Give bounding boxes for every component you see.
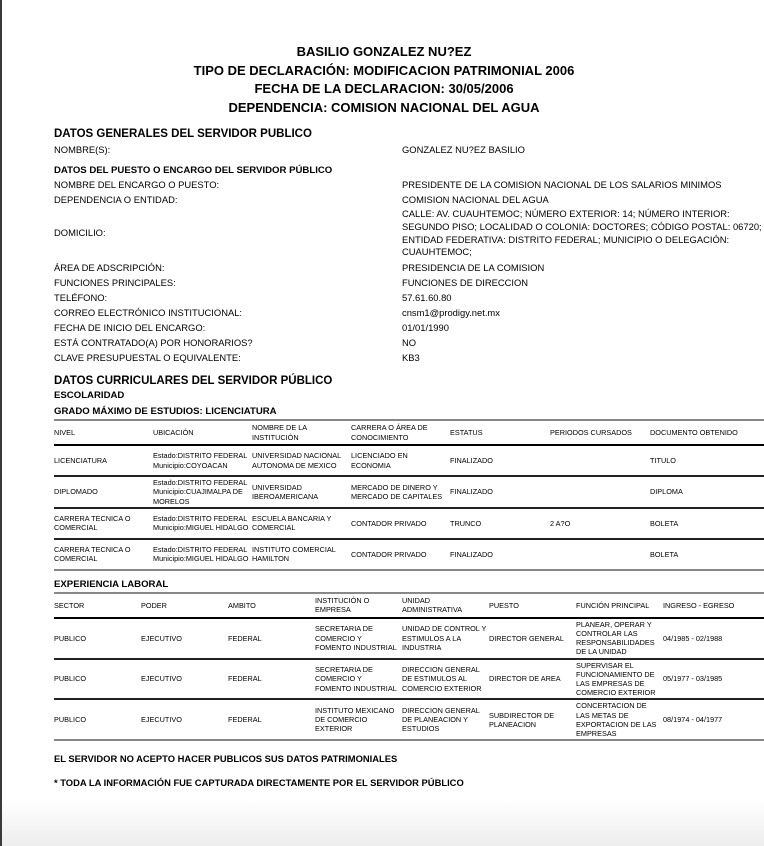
table-cell: SUBDIRECTOR DE PLANEACION [489,710,555,729]
table-row [54,659,764,700]
field-value: NO [402,337,417,349]
field-domicilio [54,207,764,260]
field-label: DOMICILIO: [54,227,106,239]
field-label: NOMBRE(S): [54,144,111,155]
table-row [54,618,764,659]
table-cell: 05/1977 - 03/1985 [663,674,723,684]
table-cell [550,445,650,476]
table-cell: Estado:DISTRITO FEDERAL Municipio:CUAJIMALPA DE MORELOS [153,478,248,506]
table-cell: SECRETARIA DE COMERCIO Y FOMENTO INDUSTRIAL [315,624,397,652]
table-cell: INSTITUTO COMERCIAL HAMILTON [252,545,336,564]
field-value: 57.61.60.80 [402,292,452,304]
table-cell: INSTITUTO MEXICANO DE COMERCIO EXTERIOR [315,706,395,734]
table-cell: FEDERAL [228,674,262,684]
table-cell: DIPLOMA [650,487,683,497]
table-cell: CARRERA TECNICA O COMERCIAL [54,514,131,533]
section-title-experiencia: EXPERIENCIA LABORAL [54,578,169,590]
grado-maximo: GRADO MÁXIMO DE ESTUDIOS: LICENCIATURA [54,406,277,418]
table-cell: CONCERTACION DE LAS METAS DE EXPORTACION DE LAS EMPRESAS [576,701,657,739]
field-area [54,260,764,275]
table-cell: EJECUTIVO [141,715,182,725]
table-cell: Estado:DISTRITO FEDERAL Municipio:MIGUEL HIDALGO [153,545,249,564]
declaration-header [2,43,764,117]
column-header: INGRESO - EGRESO [663,600,735,610]
table-cell: EJECUTIVO [141,674,182,684]
table-cell: PUBLICO [54,633,87,643]
field-value: COMISION NACIONAL DEL AGUA [402,194,549,205]
table-cell: DIRECTOR GENERAL [489,633,564,643]
experiencia-table [54,592,764,741]
table-cell: FINALIZADO [450,456,493,466]
table-cell: FINALIZADO [450,549,493,559]
table-cell: TRUNCO [450,518,482,528]
field-value: FUNCIONES DE DIRECCION [402,277,529,289]
table-row [54,445,764,476]
field-label: CLAVE PRESUPUESTAL O EQUIVALENTE: [54,352,241,364]
field-funciones [54,275,764,290]
field-value: KB3 [402,352,420,364]
table-row [54,699,764,740]
table-cell [550,476,650,508]
table-cell: FEDERAL [228,633,262,643]
column-header: NOMBRE DE LA INSTITUCIÓN [252,423,307,442]
table-header-row [54,593,764,618]
table-cell: CONTADOR PRIVADO [351,518,427,528]
table-cell: FEDERAL [228,715,262,725]
table-header-row [54,420,764,445]
table-cell: PLANEAR, OPERAR Y CONTROLAR LAS RESPONSABILIDADES DE LA UNIDAD [576,619,655,657]
table-cell: SUPERVISAR EL FUNCIONAMIENTO DE LAS EMPRESAS DE COMERCIO EXTERIOR [576,660,656,698]
column-header: PERIODOS CURSADOS [550,428,632,438]
column-header: PUESTO [489,600,519,610]
table-cell: CARRERA TECNICA O COMERCIAL [54,545,131,564]
table-cell: LICENCIADO EN ECONOMIA [351,451,408,470]
declarant-name: BASILIO GONZALEZ NU?EZ [296,44,472,59]
field-label: FUNCIONES PRINCIPALES: [54,277,176,289]
section-title-curriculares: DATOS CURRICULARES DEL SERVIDOR PÚBLICO [54,375,333,388]
field-value: 01/01/1990 [402,322,449,334]
field-fecha-inicio [54,320,764,335]
field-label: DEPENDENCIA O ENTIDAD: [54,194,178,205]
column-header: ESTATUS [450,428,483,438]
table-cell: ESCUELA BANCARIA Y COMERCIAL [252,514,332,533]
declaration-date: FECHA DE LA DECLARACION: 30/05/2006 [254,81,514,96]
table-cell: DIRECCION GENERAL DE PLANEACION Y ESTUDIOS [402,706,480,734]
declaration-agency: DEPENDENCIA: COMISION NACIONAL DEL AGUA [228,99,540,115]
field-value: PRESIDENTE DE LA COMISION NACIONAL DE LOS SALARIOS MINIMOS [402,179,722,190]
column-header: PODER [141,600,167,610]
field-correo [54,305,764,320]
table-cell: BOLETA [650,549,679,559]
field-value: CALLE: AV. CUAUHTEMOC; NÚMERO EXTERIOR: 14; NÚMERO INTERIOR: SEGUNDO PISO; LOCALIDAD O COLONIA: DOCTORES; CÓDIGO POSTAL: 06720; ENTIDAD FEDERATIVA: DISTRITO FEDERAL; MUNICIPIO O DELEGACIÓN: CUAUHTEMOC; [402,208,762,258]
column-header: UNIDAD ADMINISTRATIVA [402,596,463,615]
table-cell: PUBLICO [54,715,87,725]
table-cell: 2 A?O [550,518,571,528]
field-label: NOMBRE DEL ENCARGO O PUESTO: [54,179,220,190]
declaration-type: TIPO DE DECLARACIÓN: MODIFICACION PATRIMONIAL 2006 [193,62,575,78]
table-cell: UNIVERSIDAD IBEROAMERICANA [252,482,319,501]
patrimonial-notice: EL SERVIDOR NO ACEPTO HACER PUBLICOS SUS DATOS PATRIMONIALES [54,753,398,765]
column-header: NIVEL [54,428,76,438]
table-row [54,476,764,508]
table-cell [550,539,650,570]
field-label: CORREO ELECTRÓNICO INSTITUCIONAL: [54,307,243,319]
field-honorarios [54,335,764,350]
section-title-puesto: DATOS DEL PUESTO O ENCARGO DEL SERVIDOR PÚBLICO [54,165,333,176]
field-encargo [54,177,764,192]
table-cell: BOLETA [650,518,679,528]
field-dependencia [54,192,764,207]
table-cell: 08/1974 - 04/1977 [663,715,723,725]
field-value: PRESIDENCIA DE LA COMISION [402,262,545,274]
table-cell: DIRECCION GENERAL DE ESTIMULOS AL COMERCIO EXTERIOR [402,665,482,693]
escolaridad-label: ESCOLARIDAD [54,390,125,402]
table-row [54,508,764,539]
field-label: TELÉFONO: [54,292,108,304]
column-header: DOCUMENTO OBTENIDO [650,428,738,438]
capture-footnote: * TODA LA INFORMACIÓN FUE CAPTURADA DIRECTAMENTE POR EL SERVIDOR PÚBLICO [54,777,464,789]
table-cell: UNIDAD DE CONTROL Y ESTIMULOS A LA INDUSTRIA [402,624,487,652]
field-label: FECHA DE INICIO DEL ENCARGO: [54,322,206,334]
table-cell: 04/1985 - 02/1988 [663,633,723,643]
column-header: UBICACIÓN [153,428,194,438]
table-cell: Estado:DISTRITO FEDERAL Municipio:MIGUEL HIDALGO [153,514,249,533]
column-header: CARRERA O ÁREA DE CONOCIMIENTO [351,423,428,442]
column-header: SECTOR [54,600,85,610]
table-cell: SECRETARIA DE COMERCIO Y FOMENTO INDUSTRIAL [315,665,397,693]
section-title-generales: DATOS GENERALES DEL SERVIDOR PUBLICO [54,128,312,140]
field-value: cnsm1@prodigy.net.mx [402,307,500,319]
table-cell: DIPLOMADO [54,487,98,497]
table-cell: FINALIZADO [450,487,493,497]
column-header: AMBITO [228,600,256,610]
declaration-content [54,127,764,789]
table-cell: EJECUTIVO [141,633,182,643]
table-cell: MERCADO DE DINERO Y MERCADO DE CAPITALES [351,482,443,501]
table-cell: DIRECTOR DE AREA [489,674,561,684]
table-row [54,539,764,570]
field-label: ÁREA DE ADSCRIPCIÓN: [54,262,165,274]
field-nombre [54,142,764,157]
column-header: INSTITUCIÓN O EMPRESA [315,596,370,615]
field-telefono [54,290,764,305]
table-cell: UNIVERSIDAD NACIONAL AUTONOMA DE MEXICO [252,451,341,470]
column-header: FUNCIÓN PRINCIPAL [576,600,650,610]
escolaridad-table [54,419,764,571]
table-cell: CONTADOR PRIVADO [351,549,427,559]
table-cell: Estado:DISTRITO FEDERAL Municipio:COYOACAN [153,451,248,470]
table-cell: TITULO [650,456,676,466]
table-cell: LICENCIATURA [54,456,107,466]
field-label: ESTÁ CONTRATADO(A) POR HONORARIOS? [54,337,253,349]
field-value: GONZALEZ NU?EZ BASILIO [402,144,525,155]
table-cell: PUBLICO [54,674,87,684]
field-clave [54,350,764,365]
